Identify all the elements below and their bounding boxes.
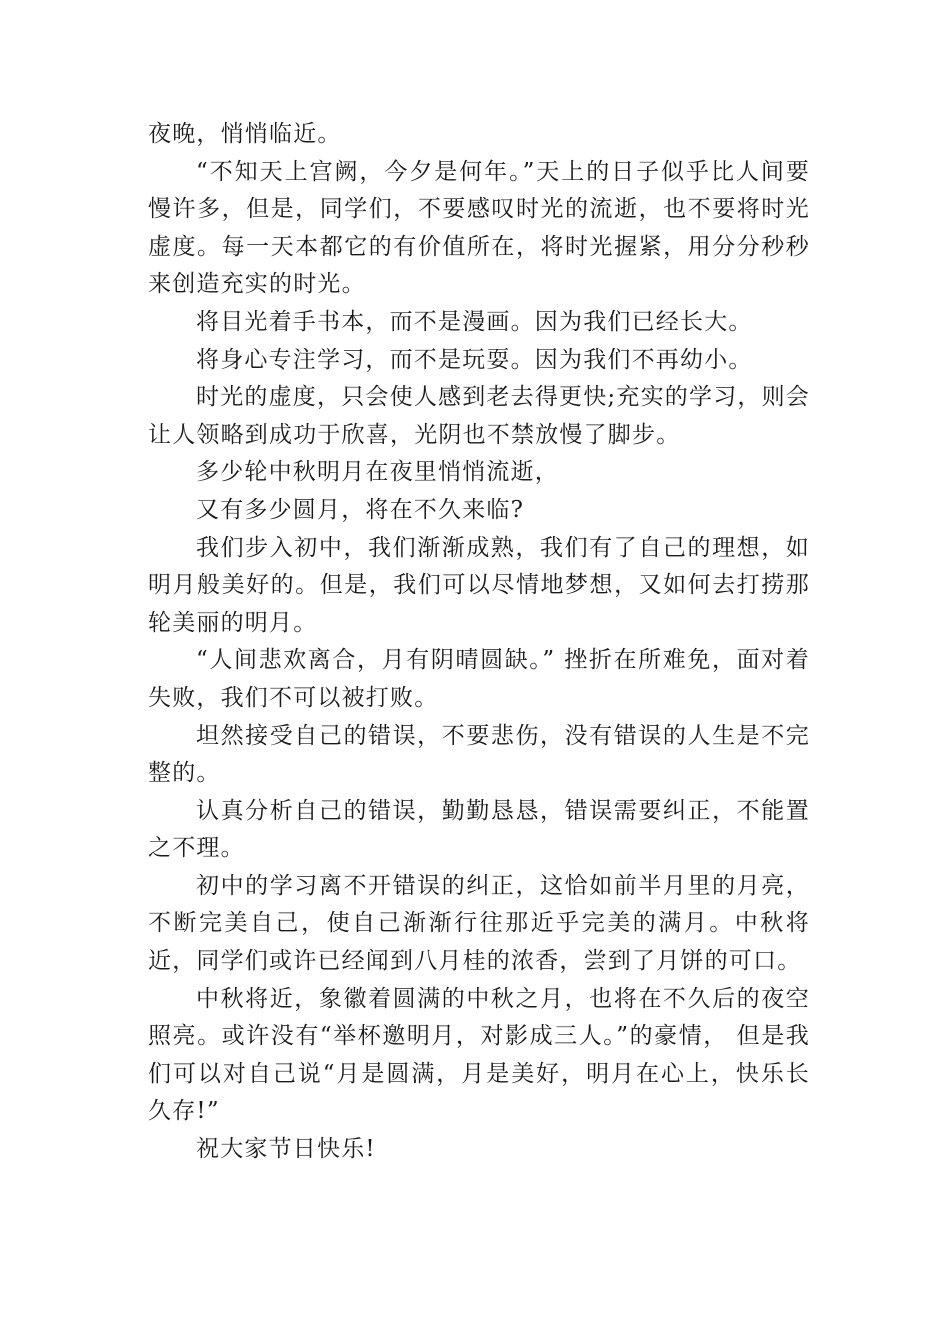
- paragraph: “人间悲欢离合，月有阴晴圆缺。” 挫折在所难免，面对着失败，我们不可以被打败。: [148, 647, 810, 711]
- paragraph: “不知天上宫阙，今夕是何年。”天上的日子似乎比人间要慢许多，但是，同学们，不要感叹时光的流逝，也不要将时光虚度。每一天本都它的有价值所在，将时光握紧，用分分秒秒来创造充实的时光。: [148, 158, 810, 298]
- paragraph: 我们步入初中，我们渐渐成熟，我们有了自己的理想，如明月般美好的。但是，我们可以尽情地梦想，又如何去打捞那轮美丽的明月。: [148, 534, 810, 636]
- paragraph: 又有多少圆月，将在不久来临?: [196, 496, 525, 523]
- paragraph: 中秋将近，象徽着圆满的中秋之月，也将在不久后的夜空照亮。或许没有“举杯邀明月，对影成三人。”的豪情， 但是我们可以对自己说“月是圆满，月是美好，明月在心上，快乐长久存!”: [148, 985, 810, 1125]
- paragraph: 将身心专注学习，而不是玩耍。因为我们不再幼小。: [196, 346, 753, 373]
- paragraph: 坦然接受自己的错误，不要悲伤，没有错误的人生是不完整的。: [148, 722, 810, 787]
- paragraph: 祝大家节日快乐!: [196, 1136, 376, 1163]
- paragraph: 将目光着手书本，而不是漫画。因为我们已经长大。: [196, 308, 753, 335]
- paragraph: 夜晚，悄悄临近。: [148, 121, 342, 147]
- paragraph: 多少轮中秋明月在夜里悄悄流逝，: [196, 459, 559, 486]
- paragraph: 时光的虚度，只会使人感到老去得更快;充实的学习，则会让人领略到成功于欣喜，光阴也不禁放慢了脚步。: [148, 384, 810, 448]
- paragraph: 认真分析自己的错误，勤勤恳恳，错误需要纠正，不能置之不理。: [148, 797, 810, 862]
- document-body: [148, 116, 810, 1169]
- paragraph: 初中的学习离不开错误的纠正，这恰如前半月里的月亮，不断完美自己，使自己渐渐行往那近乎完美的满月。中秋将近，同学们或许已经闻到八月桂的浓香，尝到了月饼的可口。: [148, 872, 810, 975]
